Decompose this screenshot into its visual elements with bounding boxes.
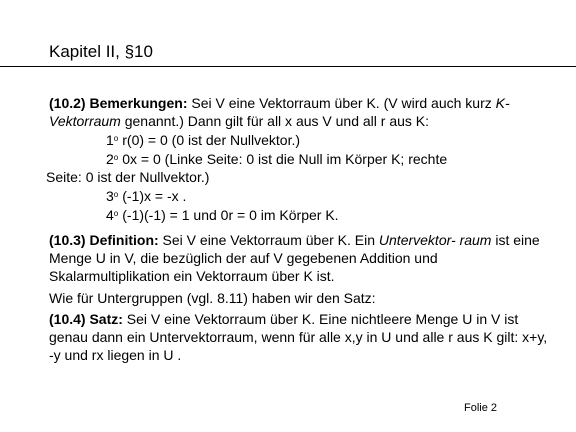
remark-item-1 — [106, 130, 549, 149]
remark-10-2 — [49, 94, 549, 130]
item-text: (-1)x = -x . — [122, 188, 187, 204]
remark-item-4 — [106, 205, 549, 224]
bridge-text: Wie für Untergruppen (vgl. 8.11) haben wir den Satz: — [49, 290, 376, 306]
item-ordinal: o — [113, 134, 119, 143]
slide-number: Folie 2 — [464, 402, 498, 414]
item-text: r(0) = 0 (0 ist der Nullvektor.) — [122, 132, 301, 148]
definition-emphasis: Untervektor- raum — [378, 232, 492, 248]
item-number: 3 — [106, 188, 114, 204]
definition-text-b: ist eine Menge U in V, die bezüglich der auf V gegebenen Addition und Skalarmultiplikation ein Vektorraum über K ist. — [49, 232, 540, 284]
item-ordinal: o — [113, 190, 119, 199]
slide-title: Kapitel II, §10 — [49, 42, 153, 61]
remark-item-2 — [106, 149, 549, 168]
remark-item-2-continuation: Seite: 0 ist der Nullvektor.) — [46, 169, 210, 185]
definition-10-3 — [49, 231, 549, 285]
item-ordinal: o — [113, 209, 119, 218]
remark-item-3 — [106, 186, 549, 205]
theorem-text: Sei V eine Vektorraum über K. Eine nichtleere Menge U in V ist genau dann ein Untervektorraum, wenn für alle x,y in U und alle r aus K gilt: x+y, -y und rx liegen in U . — [49, 311, 548, 363]
item-text: (-1)(-1) = 1 und 0r = 0 im Körper K. — [122, 207, 339, 223]
item-text: 0x = 0 (Linke Seite: 0 ist die Null im Körper K; rechte — [122, 151, 448, 167]
remark-text-b: genannt.) Dann gilt für all x aus V und all r aus K: — [120, 113, 430, 129]
item-number: 1 — [106, 132, 114, 148]
item-ordinal: o — [113, 153, 119, 162]
remark-heading: (10.2) Bemerkungen: — [49, 95, 188, 111]
item-number: 2 — [106, 151, 114, 167]
definition-text-a: Sei V eine Vektorraum über K. Ein — [158, 232, 379, 248]
theorem-10-4 — [49, 310, 549, 364]
theorem-heading: (10.4) Satz: — [49, 311, 123, 327]
remark-text-a: Sei V eine Vektorraum über K. (V wird auch kurz — [187, 95, 496, 111]
remark-emphasis: K-Vektorraum — [49, 95, 510, 129]
definition-heading: (10.3) Definition: — [49, 232, 159, 248]
item-number: 4 — [106, 207, 114, 223]
slide-content — [46, 94, 549, 364]
